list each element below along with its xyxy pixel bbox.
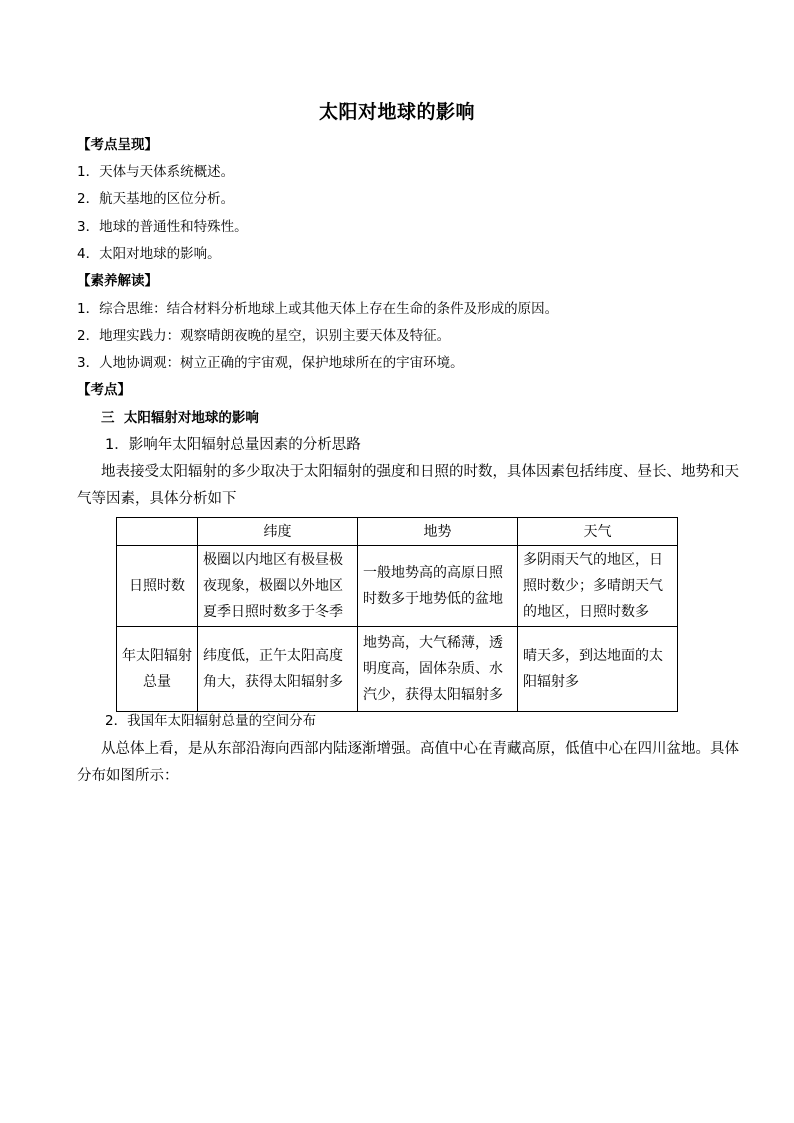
paragraph-line: 气等因素，具体分析如下	[77, 491, 237, 507]
kaodian-item: 4．太阳对地球的影响。	[77, 246, 221, 262]
table-cell: 一般地势高的高原日照时数多于地势低的盆地	[358, 546, 518, 627]
point-heading-1: 1．影响年太阳辐射总量因素的分析思路	[105, 437, 361, 453]
paragraph-line: 分布如图所示：	[77, 768, 179, 784]
table-row	[117, 546, 678, 627]
table-header-cell: 地势	[358, 518, 518, 546]
section-heading-kaodian-chengxian: 【考点呈现】	[77, 137, 158, 153]
table-cell: 地势高，大气稀薄，透明度高，固体杂质、水汽少，获得太阳辐射多	[358, 627, 518, 712]
point-heading-2: 2．我国年太阳辐射总量的空间分布	[105, 713, 317, 729]
kaodian-item: 3．地球的普通性和特殊性。	[77, 219, 248, 235]
table-cell: 晴天多，到达地面的太阳辐射多	[518, 627, 678, 712]
table-cell: 纬度低，正午太阳高度角大，获得太阳辐射多	[198, 627, 358, 712]
table-cell: 多阴雨天气的地区，日照时数少；多晴朗天气的地区，日照时数多	[518, 546, 678, 627]
table-row-label: 年太阳辐射总量	[117, 627, 198, 712]
paragraph-line: 地表接受太阳辐射的多少取决于太阳辐射的强度和日照的时数，具体因素包括纬度、昼长、地势和天	[101, 464, 739, 480]
section-heading-suyang: 【素养解读】	[77, 273, 158, 289]
suyang-item: 2．地理实践力：观察晴朗夜晚的星空，识别主要天体及特征。	[77, 328, 451, 344]
table-cell: 极圈以内地区有极昼极夜现象，极圈以外地区夏季日照时数多于冬季	[198, 546, 358, 627]
table-header-cell	[117, 518, 198, 546]
kaodian-item: 1．天体与天体系统概述。	[77, 164, 235, 180]
section-heading-kaodian: 【考点】	[77, 382, 131, 398]
subheading-solar-radiation: 三 太阳辐射对地球的影响	[101, 410, 259, 426]
table-header-cell: 天气	[518, 518, 678, 546]
table-header-row	[117, 518, 678, 546]
factors-table	[116, 517, 678, 712]
paragraph-line: 从总体上看，是从东部沿海向西部内陆逐渐增强。高值中心在青藏高原，低值中心在四川盆地。具体	[101, 741, 739, 757]
kaodian-item: 2．航天基地的区位分析。	[77, 191, 235, 207]
table-row	[117, 627, 678, 712]
document-title: 太阳对地球的影响	[318, 101, 475, 123]
table-header-cell: 纬度	[198, 518, 358, 546]
table-row-label: 日照时数	[117, 546, 198, 627]
suyang-item: 3．人地协调观：树立正确的宇宙观，保护地球所在的宇宙环境。	[77, 355, 464, 371]
suyang-item: 1．综合思维：结合材料分析地球上或其他天体上存在生命的条件及形成的原因。	[77, 301, 559, 317]
